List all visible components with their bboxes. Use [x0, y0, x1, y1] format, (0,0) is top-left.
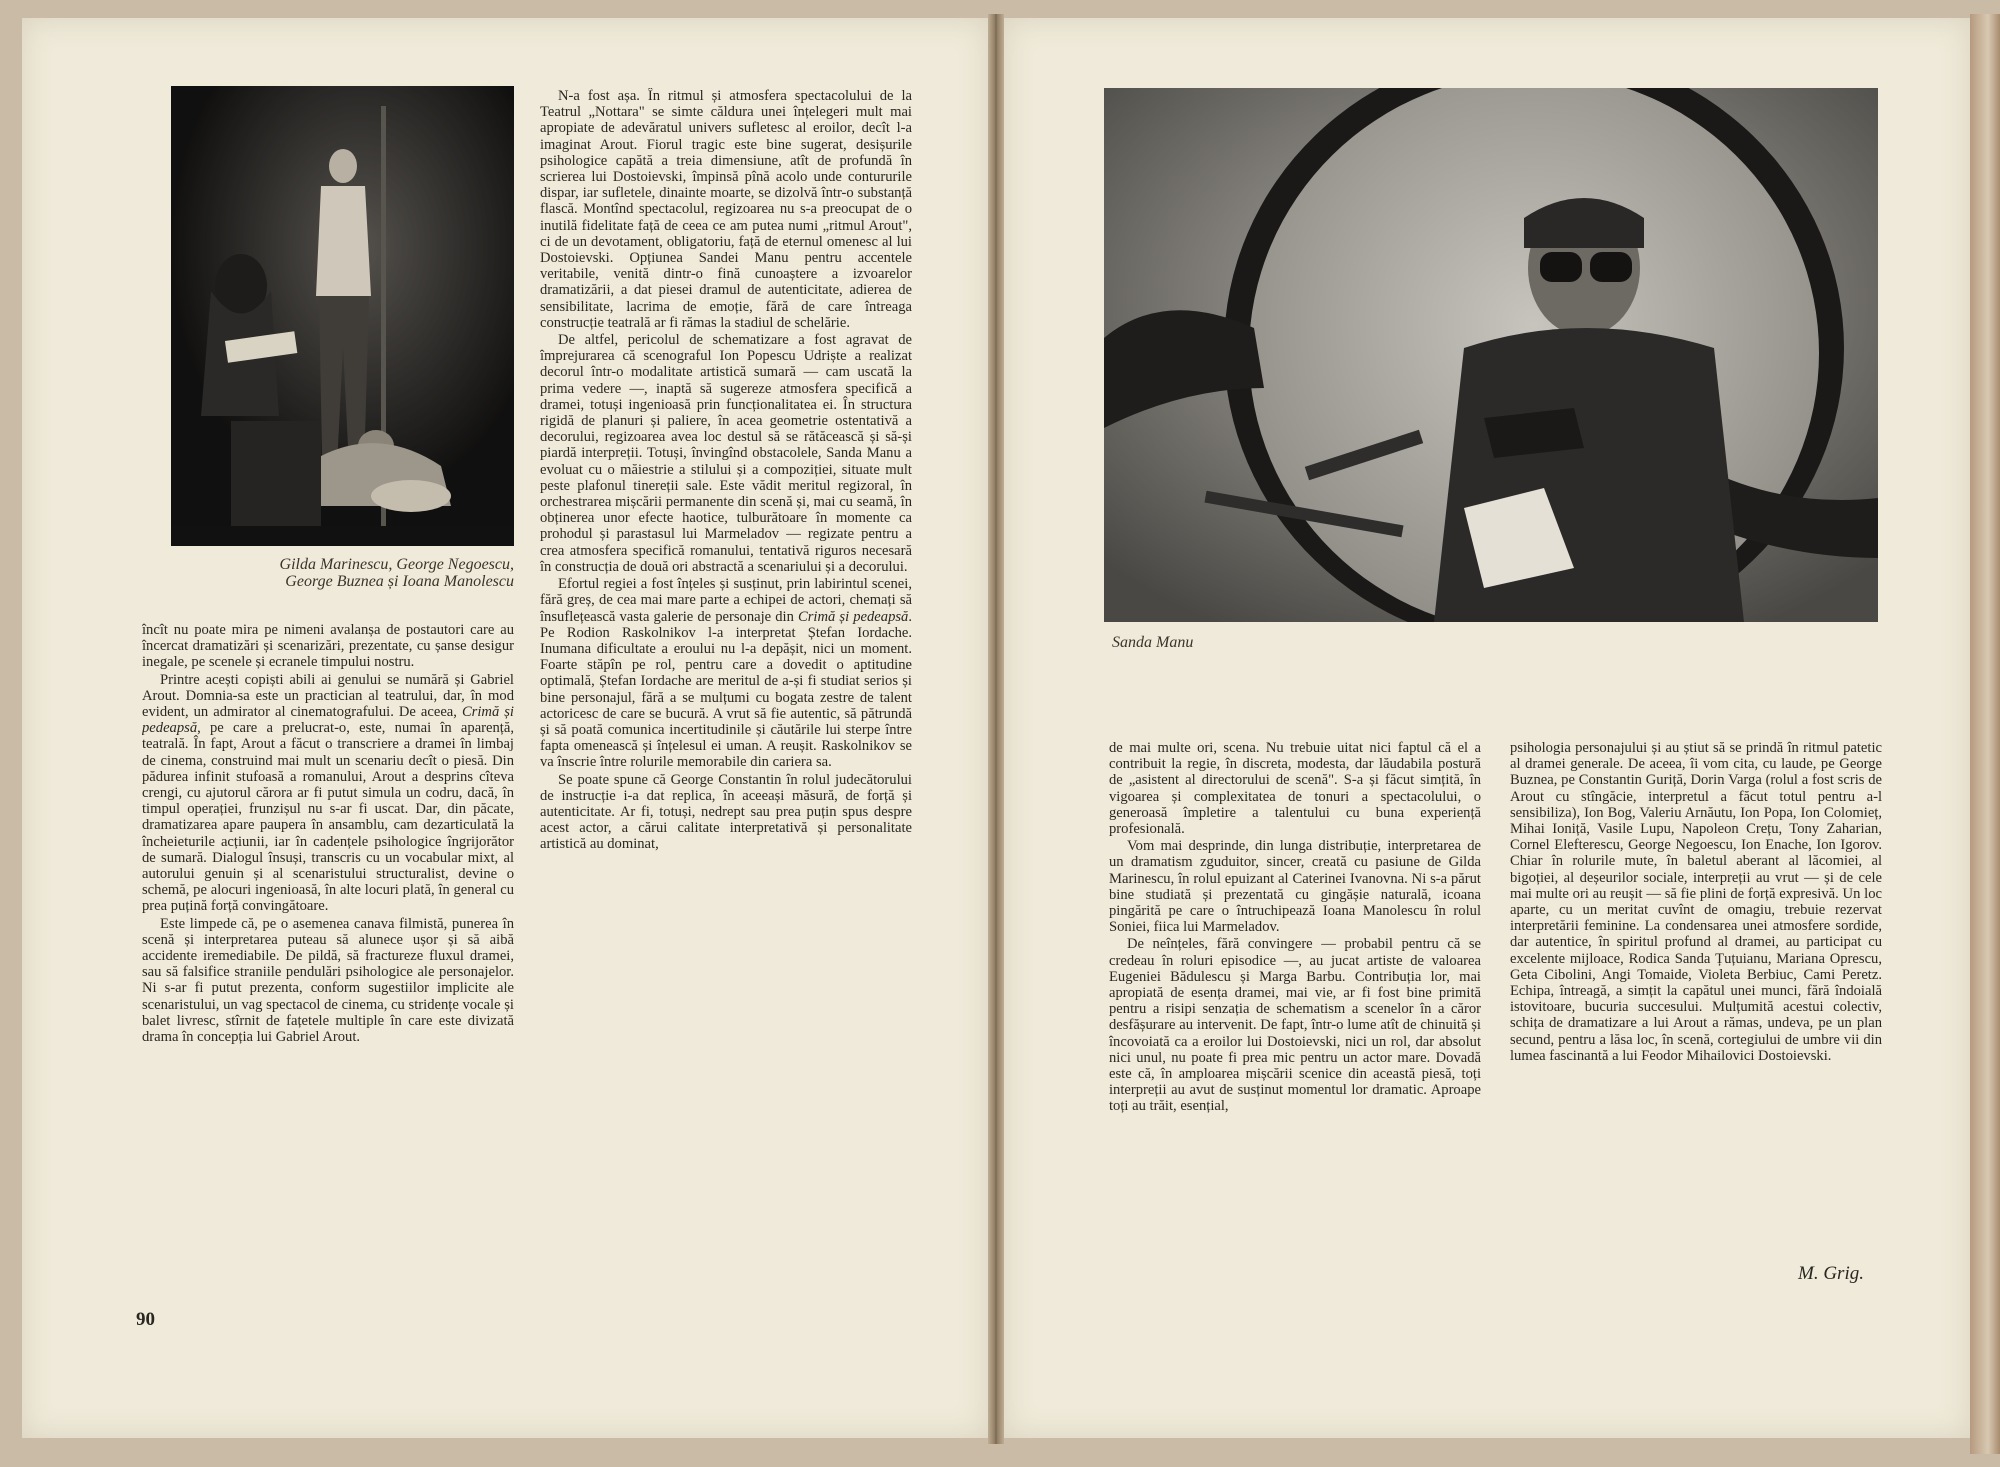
right-column-1	[1109, 740, 1481, 1288]
play-title: Crimă și pedeapsă	[142, 704, 514, 737]
left-column-2	[540, 88, 912, 1293]
left-photo-caption: Gilda Marinescu, George Negoescu, George Buznea și Ioana Manolescu	[279, 556, 514, 590]
paragraph: N-a fost așa. În ritmul și atmosfera spectacolului de la Teatrul „Nottara" se simte căldura unei înțelegeri mult mai apropiate de adevăratul univers sufletesc al eroilor, decît l-a imaginat Arout. Fiorul tragic este bine sugerat, desișurile psihologice capătă a treia dimensiune, atît de profundă în scrierea lui Dostoievski, împinsă pînă acolo unde contururile dispar, iar sufletele, dinainte moarte, se dizolvă într-o substanță flască. Montînd spectacolul, regizoarea nu s-a preocupat de o inutilă fidelitate față de ceea ce am putea numi „ritmul Arout", ci de un devotament, obligatoriu, față de eternul omenesc al lui Dostoievski. Opțiunea Sandei Manu pentru accentele veritabile, venită dintr-o fină cunoaștere a izvoarelor dramatizării, a dat piesei dramul de autenticitate, adierea de sensibilitate, lacrima de emoție, fără de care întreaga construcție teatrală ar fi rămas la stadiul de schelărie.	[540, 88, 912, 331]
book-gutter	[988, 14, 1004, 1444]
stage-scene-photo	[171, 86, 514, 546]
right-column-2	[1510, 740, 1882, 1260]
paragraph: Vom mai desprinde, din lunga distribuție, interpretarea de un dramatism zguduitor, sincer, creată cu pasiune de Gilda Marinescu, în rolul epuizant al Caterinei Ivanovna. Ni s-a părut bine studiată și prezentată cu gingășie naturală, icoana pingărită pe care o întruchipează Ioana Manolescu în rolul Soniei, fiica lui Marmeladov.	[1109, 838, 1481, 936]
author-signature: M. Grig.	[1798, 1263, 1864, 1284]
page-number: 90	[136, 1309, 155, 1330]
paragraph: Este limpede că, pe o asemenea canava filmistă, punerea în scenă și interpretarea puteau să alunece ușor și să aibă accidente iremediabile. De pildă, să fractureze fluxul dramei, sau să falsifice straniile pendulări psihologice ale personajelor. Ni s-ar fi putut prezenta, conform sugestiilor implicite ale scenaristului, un vag spectacol de cinema, cu stridențe vocale și balet livresc, stîrnit de fațetele multiple în care este divizată drama în concepția lui Gabriel Arout.	[142, 915, 514, 1046]
paragraph: Se poate spune că George Constantin în rolul judecătorului de instrucție i-a dat replica, în aceeași măsură, de forță și autenticitate. Ar fi, totuși, nedrept sau prea puțin spus despre acest actor, a cărui calitate interpretativă și personalitate artistică au dominat,	[540, 771, 912, 853]
paragraph: de mai multe ori, scena. Nu trebuie uitat nici faptul că el a contribuit la regie, în discreta, modesta, dar lăudabila postură de „asistent al directorului de scenă". S-a și făcut simțită, în vigoarea și complexitatea de tonuri a spectacolului, o generoasă împletire a talentului cu buna experiență profesională.	[1109, 740, 1481, 838]
paragraph: Printre acești copiști abili ai genului se numără și Gabriel Arout. Domnia-sa este un practician al teatrului, dar, în mod evident, un admirator al cinematografului. De aceea, Crimă și pedeapsă, pe care a prelucrat-o, este, numai în aparență, teatrală. În fapt, Arout a făcut o transcriere a dramei în limbaj de cinema, construind mai mult un scenariu decît o piesă. Din pădurea infinit stufoasă a romanului, Arout a desprins cîteva crengi, cu ajutorul cărora ar fi putut simula un codru, dacă, în timpul operației, frunzișul nu s-ar fi uscat. Dar, din păcate, dramatizarea apare paupera în ansamblu, cam dezarticulată la încheieturile acțiunii, iar în cadențele psihologice îngrijorător de sumară. Dialogul însuși, transcris cu un vocabular mixt, al autorului genuin și al scenaristului structuralist, devine o schemă, pe alocuri ingenioasă, în alte locuri plată, în general cu prea puțină forță convingătoare.	[142, 671, 514, 915]
portrait-caption: Sanda Manu	[1112, 634, 1194, 651]
page-edges	[1970, 14, 2000, 1454]
paragraph: încît nu poate mira pe nimeni avalanșa de postautori care au încercat dramatizări și scenarizări, prezentate, cu șanse desigur inegale, pe scenele și ecranele timpului nostru.	[142, 622, 514, 671]
left-column-1	[142, 622, 514, 1290]
portrait-photo	[1104, 88, 1878, 622]
paragraph: psihologia personajului și au știut să se prindă în ritmul patetic al dramei generale. De aceea, îi vom cita, cu laude, pe George Buznea, pe Constantin Guriță, Dorin Varga (rolul a fost scris de Arout cu stîngăcie, interpretul a făcut totul pentru a-l sensibiliza), Ion Bog, Valeriu Arnăutu, Ion Popa, Ion Colomieț, Mihai Ioniță, Vasile Lupu, Napoleon Crețu, Tony Zaharian, Cornel Elefterescu, George Negoescu, Ion Enache, Ion Igorov. Chiar în rolurile mute, în baletul aberant al lăcomiei, al bigoției, al deșeurilor sociale, interpreții au vrut — și de cele mai multe ori au reușit — să fie plini de forță expresivă. Un loc aparte, cu un meritat cuvînt de omagiu, trebuie rezervat interpretării feminine. La condensarea unei atmosfere sordide, dar autentice, în spiritul profund al dramei, au participat cu excelente mijloace, Rodica Sanda Țuțuianu, Mariana Oprescu, Geta Cibolini, Angi Tomaide, Violeta Berbiuc, Cami Peretz. Echipa, întreagă, a simțit la capătul unei munci, fără îndoială istovitoare, bucuria succesului. Mulțumită acestui colectiv, schița de dramatizare a lui Arout a rămas, undeva, pe un plan secund, pentru a lăsa loc, în scenă, cortegiului de umbre vii din lumea fascinantă a lui Feodor Mihailovici Dostoievski.	[1510, 740, 1882, 1064]
paragraph: Efortul regiei a fost înțeles și susținut, prin labirintul scenei, fără greș, de cea mai mare parte a echipei de actori, chemați să însuflețească vasta galerie de personaje din Crimă și pedeapsă. Pe Rodion Raskolnikov l-a interpretat Ștefan Iordache. Inumana dificultate a eroului nu l-a depășit, nici un moment. Foarte stăpîn pe rol, pentru care a dovedit o aptitudine optimală, Ștefan Iordache are meritul de a-și fi studiat serios și bine personajul, fără a se mulțumi cu bogata zestre de talent actoricesc de care se bucură. A vrut să fie autentic, să pătrundă și să poată comunica incertitudinile și căutările lui sterpe între fapta omenească și înțelesul ei uman. A reușit. Raskolnikov se va înscrie între rolurile memorabile din cariera sa.	[540, 576, 912, 771]
paragraph: De neînțeles, fără convingere — probabil pentru că se credeau în roluri episodice —, au jucat artiste de valoarea Eugeniei Bădulescu și Marga Barbu. Contribuția lor, mai apropiată de esența dramei, mai vie, ar fi fost bine primită pentru a risipi senzația de schematism a scenelor în a căror desfășurare au intervenit. De fapt, într-o lume atît de chinuită și încovoiată ca a eroilor lui Dostoievski, nici un rol, dar absolut nici unul, nu poate fi prea mic pentru un actor mare. Dovadă este că, în amploarea mișcării scenice din această piesă, toți interpreții au avut de susținut momentul lor dramatic. Aproape toți au trăit, esențial,	[1109, 936, 1481, 1115]
play-title: Crimă și pedeapsă	[797, 608, 909, 625]
paragraph: De altfel, pericolul de schematizare a fost agravat de împrejurarea că scenograful Ion Popescu Udriște a realizat decorul într-o modalitate artistică sumară — cam uscată la prima vedere —, inaptă să sugereze atmosfera specifică a dramei, totuși ingenioasă prin funcționalitatea ei. În structura rigidă de planuri și paliere, în acea geometrie ostentativă a decorului, regizoarea avea loc destul să se rătăcească și să-și piardă interpreții. Totuși, învingînd obstacolele, Sanda Manu a evoluat cu o măiestrie a stilului și a compoziției, situate mult peste plafonul tinereții sale. Este vădit meritul regizoral, în orchestrarea mișcării permanente din scenă și, mai cu seamă, în obținerea unor efecte haotice, tulburătoare în momente ca prohodul și parastasul lui Marmeladov — regizate pentru a crea atmosfera specifică romanului, tentativă riguros necesară în construcția de două ori abstractă a scenariului și a decorului.	[540, 332, 912, 575]
